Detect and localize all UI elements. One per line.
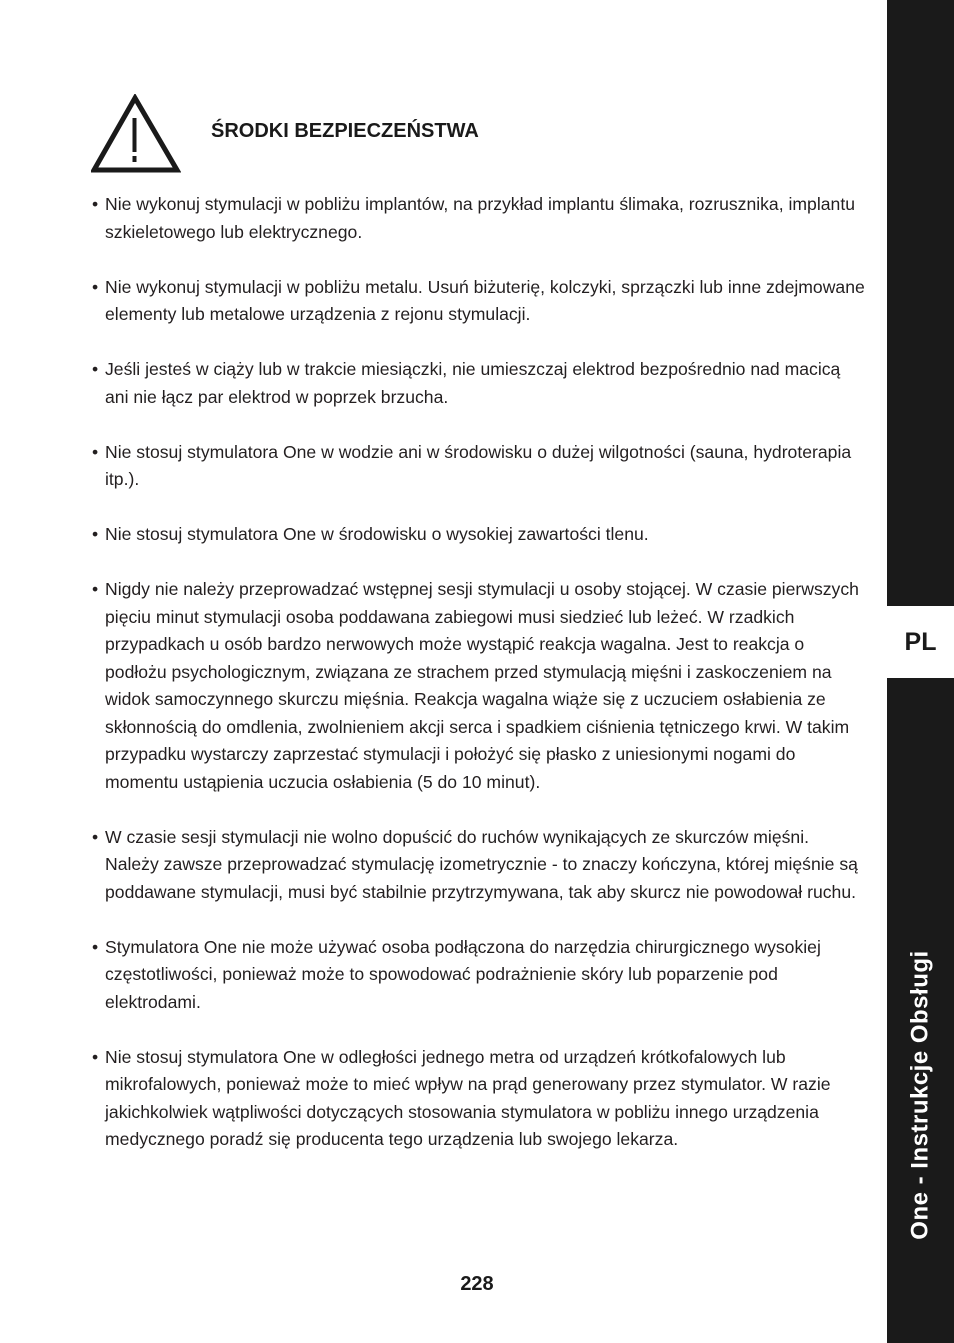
list-item-text: Nie stosuj stymulatora One w wodzie ani w środowisku o dużej wilgotności (sauna, hydroterapia itp.). xyxy=(105,441,852,489)
bullet-mark: • xyxy=(92,441,99,462)
bullet-mark: • xyxy=(92,1046,99,1067)
list-item xyxy=(92,576,867,796)
bullet-mark: • xyxy=(92,194,99,214)
bullet-mark: • xyxy=(92,524,99,544)
page-number: 228 xyxy=(460,1273,494,1295)
list-item xyxy=(92,934,867,1017)
list-item-text: Nigdy nie należy przeprowadzać wstępnej sesji stymulacji u osoby stojącej. W czasie pierwszych pięciu minut stymulacji osoba poddawana zabiegowi musi siedzieć lub leżeć. W rzadkich przypadkach u osób bardzo nerwowych może wystąpić reakcja wagalna. Jest to reakcja o podłożu psychologicznym, związana ze strachem przed stymulacją mięśni i zaskoczeniem na widok samoczynnego skurczu mięśnia. Reakcja wagalna wiąże się z uczuciem osłabienia ze skłonnością do omdlenia, zwolnieniem akcji serca i spadkiem ciśnienia tętniczego krwi. W takim przypadku wystarczy zaprzestać stymulacji i położyć się płasko z uniesionymi nogami do momentu ustąpienia uczucia osłabienia (5 do 10 minut). xyxy=(105,579,859,792)
language-code: PL xyxy=(904,627,937,656)
bullet-mark: • xyxy=(92,276,99,297)
list-item-text: Nie wykonuj stymulacji w pobliżu metalu. Usuń biżuterię, kolczyki, sprzączki lub inne zdejmowane elementy lub metalowe urządzenia z rejonu stymulacji. xyxy=(105,276,865,324)
bullet-mark: • xyxy=(92,936,99,957)
language-tab xyxy=(887,606,954,678)
list-item xyxy=(92,824,867,907)
list-item-text: Nie wykonuj stymulacji w pobliżu implantów, na przykład implantu ślimaka, rozrusznika, implantu szkieletowego lub elektrycznego. xyxy=(105,194,855,242)
list-item-text: Nie stosuj stymulatora One w środowisku o wysokiej zawartości tlenu. xyxy=(105,524,649,544)
warning-triangle-icon xyxy=(91,94,181,174)
bullet-mark: • xyxy=(92,579,99,599)
list-item-text: Nie stosuj stymulatora One w odległości jednego metra od urządzeń krótkofalowych lub mikrofalowych, ponieważ może to mieć wpływ na prąd generowany przez stymulator. W razie jakichkolwiek wątpliwości dotyczących stosowania stymulatora w pobliżu innego urządzenia medycznego poradź się producenta tego urządzenia lub swojego lekarza. xyxy=(105,1046,831,1149)
bullet-mark: • xyxy=(92,826,99,847)
manual-title: One - Instrukcje Obsługi xyxy=(906,950,934,1240)
list-item xyxy=(92,1044,867,1154)
list-item xyxy=(92,191,867,246)
safety-list xyxy=(92,191,867,1181)
section-heading: ŚRODKI BEZPIECZEŃSTWA xyxy=(211,120,479,142)
list-item xyxy=(92,356,867,411)
list-item xyxy=(92,439,867,494)
list-item-text: Jeśli jesteś w ciąży lub w trakcie miesiączki, nie umieszczaj elektrod bezpośrednio nad macicą ani nie łącz par elektrod w poprzek brzucha. xyxy=(105,359,841,407)
list-item xyxy=(92,274,867,329)
side-tab-upper-bar xyxy=(887,0,954,606)
side-tab-title-container xyxy=(887,940,954,1250)
list-item-text: Stymulatora One nie może używać osoba podłączona do narzędzia chirurgicznego wysokiej częstotliwości, ponieważ może to spowodować podrażnienie skóry lub poparzenie pod elektrodami. xyxy=(105,936,821,1012)
bullet-mark: • xyxy=(92,359,99,379)
list-item-text: W czasie sesji stymulacji nie wolno dopuścić do ruchów wynikających ze skurczów mięśni. Należy zawsze przeprowadzać stymulację izometrycznie - to znaczy kończyna, której mięśnie są poddawane stymulacji, musi być stabilnie przytrzymywana, tak aby skurcz nie powodował ruchu. xyxy=(105,826,858,902)
list-item xyxy=(92,521,867,549)
